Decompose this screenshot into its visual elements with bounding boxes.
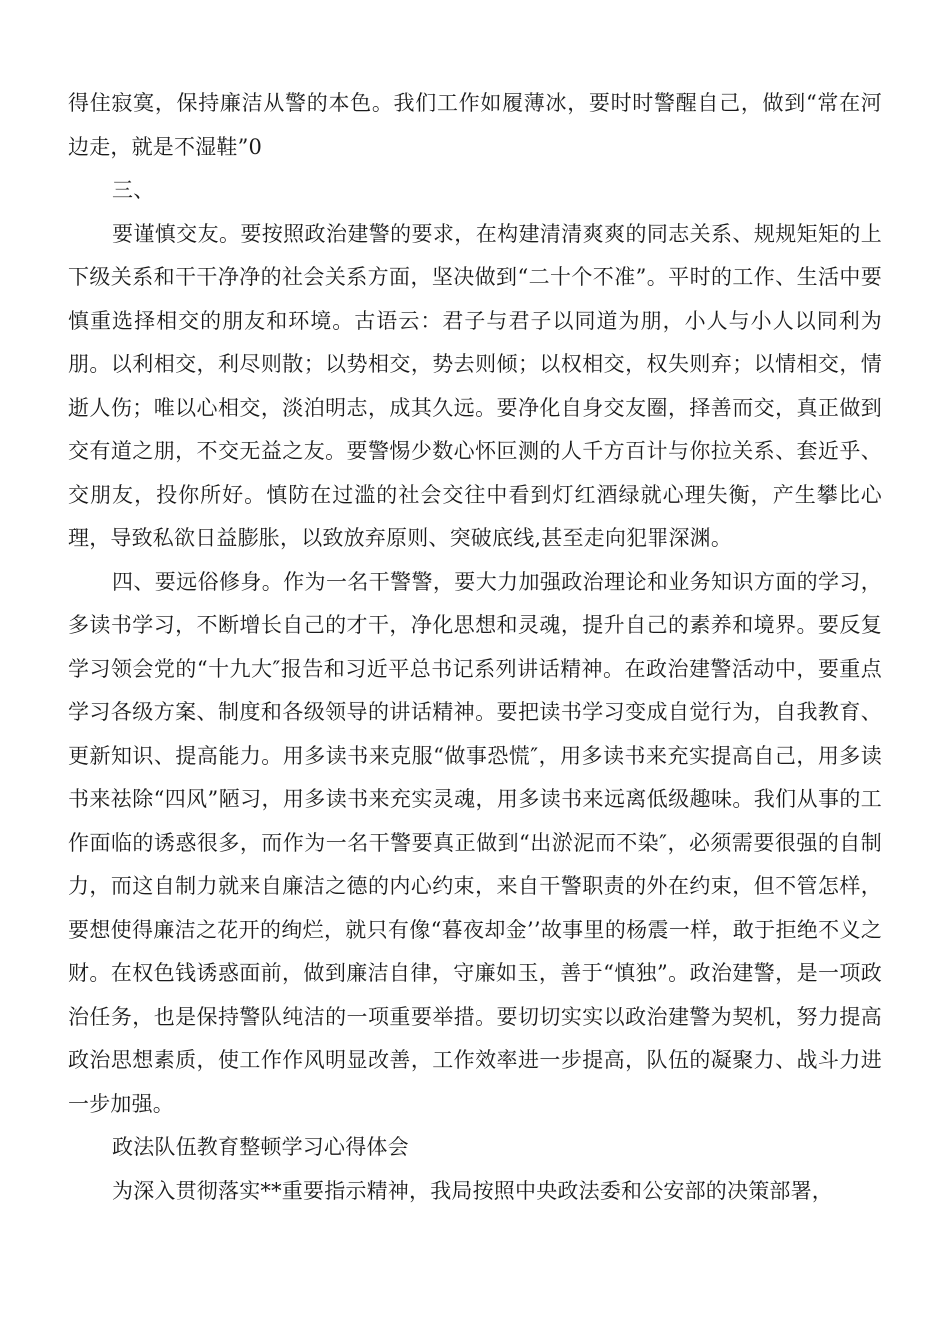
paragraph-intro: 为深入贯彻落实**重要指示精神，我局按照中央政法委和公安部的决策部署， — [112, 1178, 833, 1203]
paragraph-section-four: 四、要远俗修身。作为一名干警警，要大力加强政治理论和业务知识方面的学习，多读书学习，不断增长自己的才干，净化思想和灵魂，提升自己的素养和境界。要反复学习领会党的“十九大″报告和习近平总书记系列讲话精神。在政治建警活动中，要重点学习各级方案、制度和各级领导的讲话精神。要把读书学习变成自觉行为，自我教育、更新知识、提高能力。用多读书来克服“做事恐慌″，用多读书来充实提高自己，用多读书来祛除“四风”陋习，用多读书来充实灵魂，用多读书来远离低级趣味。我们从事的工作面临的诱惑很多，而作为一名干警要真正做到“出淤泥而不染″，必须需要很强的自制力，而这自制力就来自廉洁之德的内心约束，来自干警职责的外在约束，但不管怎样，要想使得廉洁之花开的绚烂，就只有像“暮夜却金’’故事里的杨震一样，敢于拒绝不义之财。在权色钱诱惑面前，做到廉洁自律，守廉如玉，善于“慎独”。政治建警，是一项政治任务，也是保持警队纯洁的一项重要举措。要切切实实以政治建警为契机，努力提高政治思想素质，使工作作风明显改善，工作效率进一步提高，队伍的凝聚力、战斗力进一步加强。 — [68, 569, 882, 1116]
paragraph-continuation: 得住寂寞，保持廉洁从警的本色。我们工作如履薄冰，要时时警醒自己，做到“常在河边走，就是不湿鞋”0 — [68, 91, 882, 159]
paragraph-friendship: 要谨慎交友。要按照政治建警的要求，在构建清清爽爽的同志关系、规规矩矩的上下级关系和干干净净的社会关系方面，坚决做到“二十个不准”。平时的工作、生活中要慎重选择相交的朋友和环境。古语云：君子与君子以同道为朋，小人与小人以同利为朋。以利相交，利尽则散；以势相交，势去则倾；以权相交，权失则弃；以情相交，情逝人伤；唯以心相交，淡泊明志，成其久远。要净化自身交友圈，择善而交，真正做到交有道之朋，不交无益之友。要警惕少数心怀叵测的人千方百计与你拉关系、套近乎、交朋友，投你所好。慎防在过滥的社会交往中看到灯红酒绿就心理失衡，产生攀比心理，导致私欲日益膨胀，以致放弃原则、突破底线,甚至走向犯罪深渊。 — [68, 221, 882, 550]
article-title: 政法队伍教育整顿学习心得体会 — [112, 1135, 409, 1159]
document-page — [68, 82, 882, 1213]
section-heading-three: 三、 — [112, 178, 155, 202]
